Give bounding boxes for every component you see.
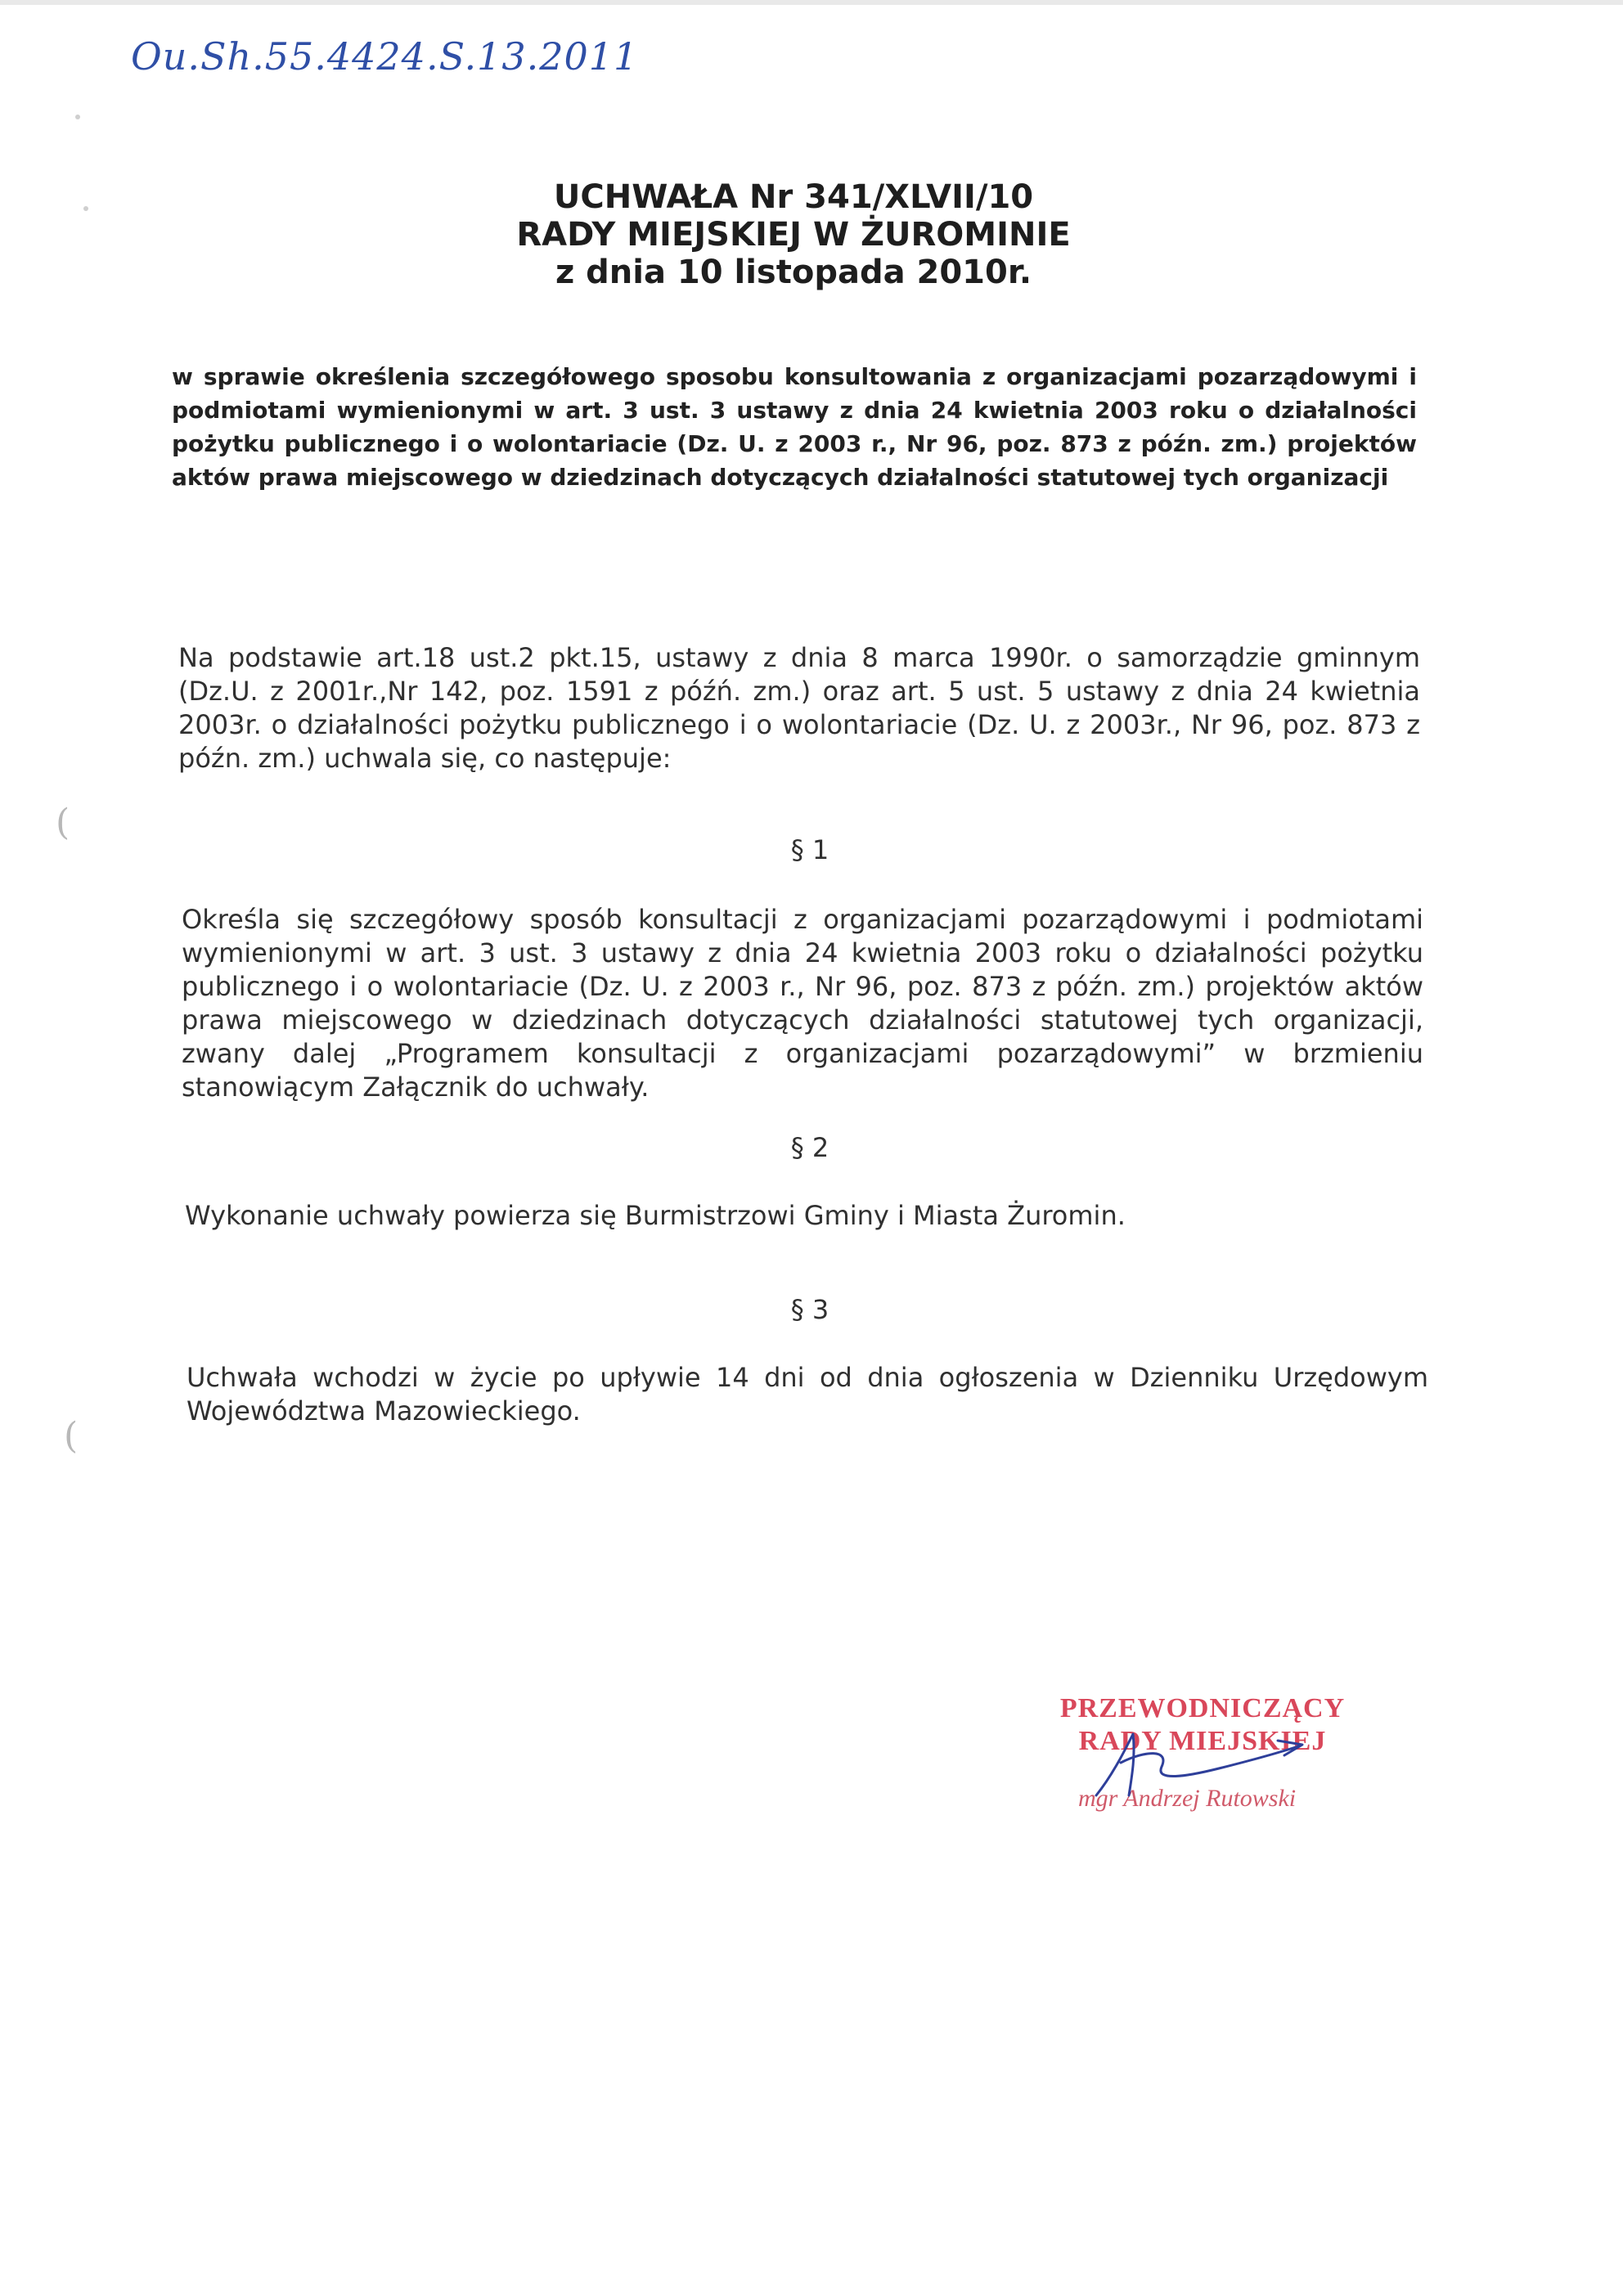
scan-speck	[83, 206, 88, 211]
section-2-mark: § 2	[790, 1132, 829, 1163]
resolution-subject: w sprawie określenia szczegółowego sposobu konsultowania z organizacjami pozarządowymi i podmiotami wymienionymi w art. 3 ust. 3 ustawy z dnia 24 kwietnia 2003 roku o działalności pożytku publicznego i o wolontariacie (Dz. U. z 2003 r., Nr 96, poz. 873 z późn. zm.) projektów aktów prawa miejscowego w dziedzinach dotyczących działalności statutowej tych organizacji	[172, 363, 1417, 491]
legal-basis-preamble: Na podstawie art.18 ust.2 pkt.15, ustawy z dnia 8 marca 1990r. o samorządzie gminnym (Dz.U. z 2001r.,Nr 142, poz. 1591 z późń. zm.) oraz art. 5 ust. 5 ustawy z dnia 24 kwietnia 2003r. o działalności pożytku publicznego i o wolontariacie (Dz. U. z 2003r., Nr 96, poz. 873 z późn. zm.) uchwala się, co następuje:	[178, 642, 1420, 774]
resolution-header	[164, 178, 1423, 291]
stamp-council: RADY MIEJSKIEJ	[1078, 1726, 1327, 1756]
punch-hole-mark: (	[64, 1415, 79, 1457]
section-3-text: Uchwała wchodzi w życie po upływie 14 dni od dnia ogłoszenia w Dzienniku Urzędowym Województwa Mazowieckiego.	[187, 1362, 1428, 1427]
section-2-text: Wykonanie uchwały powierza się Burmistrzowi Gminy i Miasta Żuromin.	[185, 1200, 1126, 1231]
resolution-number: UCHWAŁA Nr 341/XLVII/10	[553, 178, 1034, 216]
stamp-title: PRZEWODNICZĄCY	[1059, 1693, 1346, 1723]
stamp-signatory-name: mgr Andrzej Rutowski	[1078, 1785, 1297, 1812]
punch-hole-mark: (	[56, 802, 70, 843]
resolution-date: z dnia 10 listopada 2010r.	[555, 254, 1032, 291]
section-3-mark: § 3	[790, 1294, 829, 1325]
council-name: RADY MIEJSKIEJ W ŻUROMINIE	[516, 216, 1071, 254]
scan-edge	[0, 0, 1623, 5]
section-1-mark: § 1	[790, 834, 829, 865]
handwritten-reference-note: Ou.Sh.55.4424.S.13.2011	[131, 34, 639, 79]
handwritten-signature	[1063, 1718, 1325, 1808]
scan-speck	[75, 115, 80, 119]
section-1-text: Określa się szczegółowy sposób konsultacji z organizacjami pozarządowymi i podmiotami wymienionymi w art. 3 ust. 3 ustawy z dnia 24 kwietnia 2003 roku o działalności pożytku publicznego i o wolontariacie (Dz. U. z 2003 r., Nr 96, poz. 873 z późn. zm.) projektów aktów prawa miejscowego w dziedzinach dotyczących działalności statutowej tych organizacji, zwany dalej „Programem konsultacji z organizacjami pozarządowymi” w brzmieniu stanowiącym Załącznik do uchwały.	[182, 904, 1423, 1103]
